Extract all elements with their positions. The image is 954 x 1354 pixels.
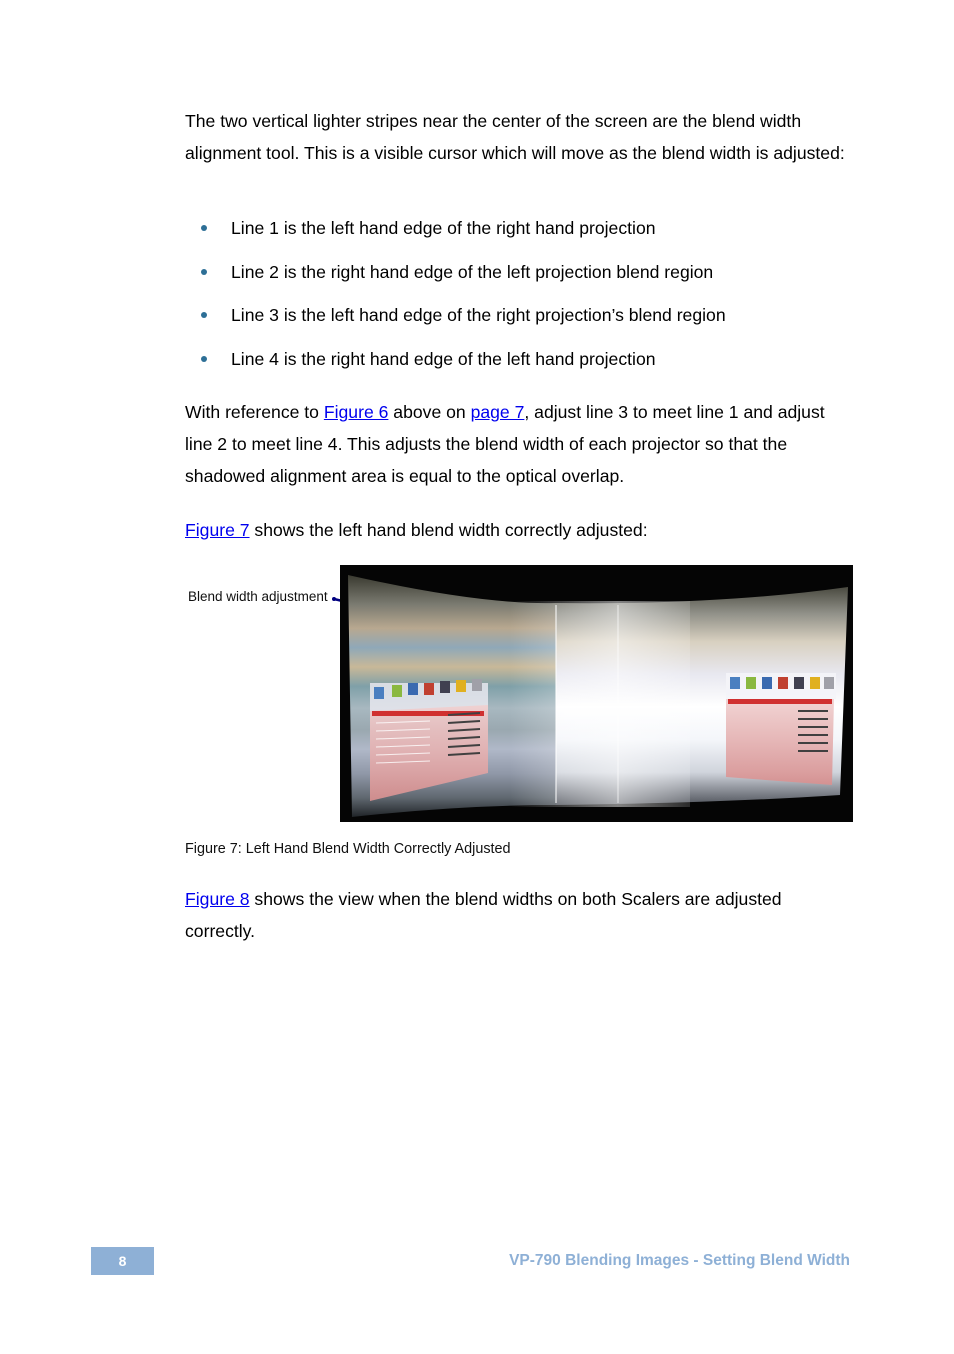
figure-7-paragraph: Figure 7 shows the left hand blend width correctly adjusted: (185, 520, 648, 540)
bullet-icon (201, 312, 207, 318)
figure-6-link[interactable]: Figure 6 (323, 402, 389, 422)
page-7-link[interactable]: page 7 (470, 402, 525, 422)
figure-7-link[interactable]: Figure 7 (185, 520, 250, 540)
list-item: Line 4 is the right hand edge of the left hand projection (185, 343, 855, 387)
list-item: Line 1 is the left hand edge of the right hand projection (185, 212, 855, 256)
list-item: Line 2 is the right hand edge of the left projection blend region (185, 256, 855, 300)
figure-callout-label: Blend width adjustment (188, 589, 328, 604)
blend-width-photo (340, 565, 853, 822)
intro-paragraph: The two vertical lighter stripes near the center of the screen are the blend width alignment tool. This is a visible cursor which will move as the blend width is adjusted: (185, 111, 845, 163)
bullet-icon (201, 269, 207, 275)
figure-8-link[interactable]: Figure 8 (185, 889, 250, 909)
reference-paragraph: With reference to Figure 6 above on page 7, adjust line 3 to meet line 1 and adjust line 2 to meet line 4. This adjusts the blend width of each projector so that the shadowed alignment area is equal to the optical overlap. (185, 402, 825, 486)
figure-caption: Figure 7: Left Hand Blend Width Correctly Adjusted (185, 841, 511, 857)
bullet-icon (201, 225, 207, 231)
line-list (185, 212, 855, 386)
bullet-icon (201, 356, 207, 362)
footer-title: VP-790 Blending Images - Setting Blend Width (509, 1252, 850, 1269)
list-item: Line 3 is the left hand edge of the right projection’s blend region (185, 299, 855, 343)
figure-8-paragraph: Figure 8 shows the view when the blend widths on both Scalers are adjusted correctly. (185, 889, 782, 941)
page-number: 8 (91, 1247, 154, 1275)
